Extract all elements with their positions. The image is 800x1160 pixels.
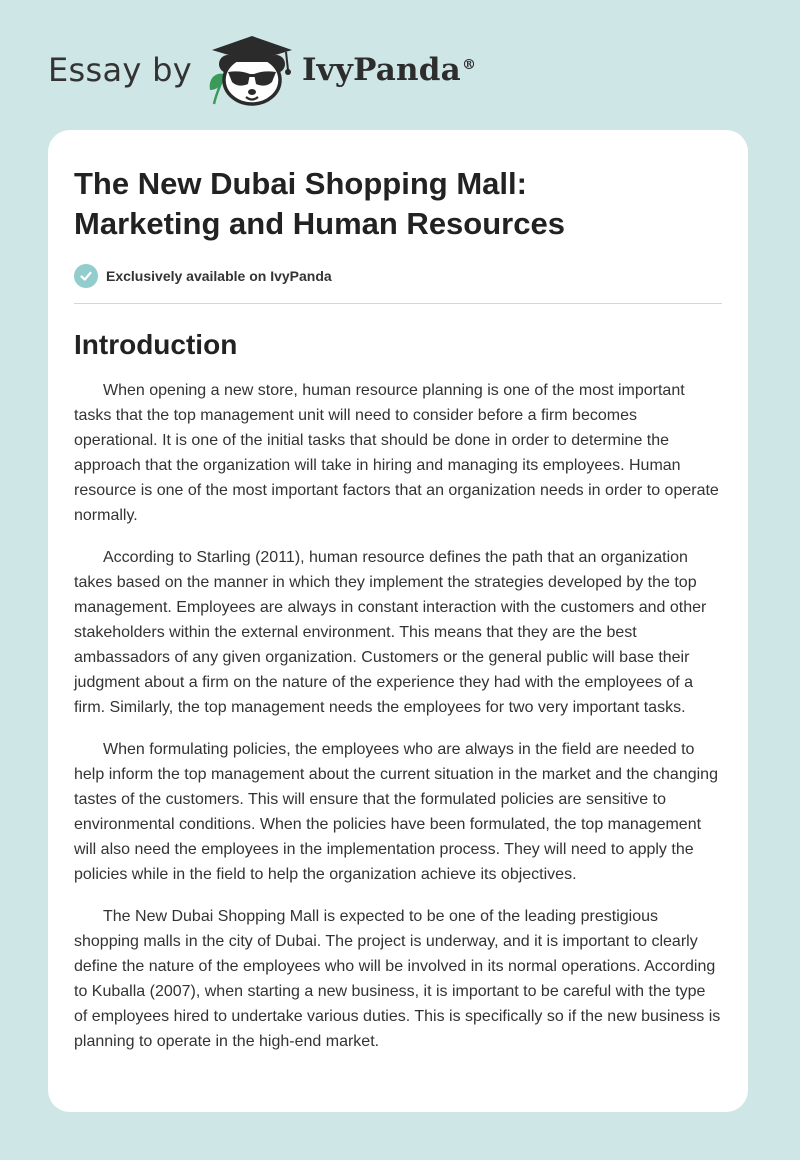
site-header — [48, 30, 476, 110]
check-circle-icon — [74, 264, 98, 288]
title-line-2: Marketing and Human Resources — [74, 206, 565, 241]
page-title — [74, 164, 674, 244]
exclusive-badge — [74, 262, 722, 290]
paragraph: When formulating policies, the employees who are always in the field are needed to help inform the top management about the current situation in the market and the changing tastes of the customers. This will ensure that the formulated policies are sensitive to environmental conditions. When the policies have been formulated, the top management will also need the employees in the implementation process. They will need to apply the policies while in the field to help the organization achieve its objectives. — [74, 741, 718, 883]
divider — [74, 303, 722, 304]
title-line-1: The New Dubai Shopping Mall: — [74, 166, 527, 201]
essay-card — [48, 130, 748, 1112]
registered-mark: ® — [461, 56, 477, 73]
paragraph: According to Starling (2011), human resource defines the path that an organization takes based on the manner in which they implement the strategies developed by the top management. Employees are always in constant interaction with the customers and other stakeholders within the external environment. This means that they are the best ambassadors of any given organization. Customers or the general public will base their judgment about a firm on the nature of the experience they had with the employees of a firm. Similarly, the top management needs the employees for two very important tasks. — [74, 549, 707, 716]
section-heading: Introduction — [74, 329, 238, 360]
brand-name[interactable]: IvyPanda® — [301, 52, 477, 88]
paragraph: The New Dubai Shopping Mall is expected to be one of the leading prestigious shopping malls in the city of Dubai. The project is underway, and it is important to clearly define the nature of the employees who will be involved in its normal operations. According to Kuballa (2007), when starting a new business, it is important to be careful with the type of employees hired to undertake various duties. This is specifically so if the new business is planning to operate in the high-end market. — [74, 908, 721, 1050]
exclusive-badge-label: Exclusively available on IvyPanda — [106, 268, 332, 284]
paragraph: When opening a new store, human resource planning is one of the most important tasks that the top management unit will need to consider before a firm becomes operational. It is one of the initial tasks that should be done in order to determine the approach that the organization will take in hiring and managing its employees. Human resource is one of the most important factors that an organization needs in order to operate normally. — [74, 382, 719, 524]
essay-by-label: Essay by — [48, 51, 192, 89]
panda-graduate-icon[interactable] — [206, 30, 298, 110]
